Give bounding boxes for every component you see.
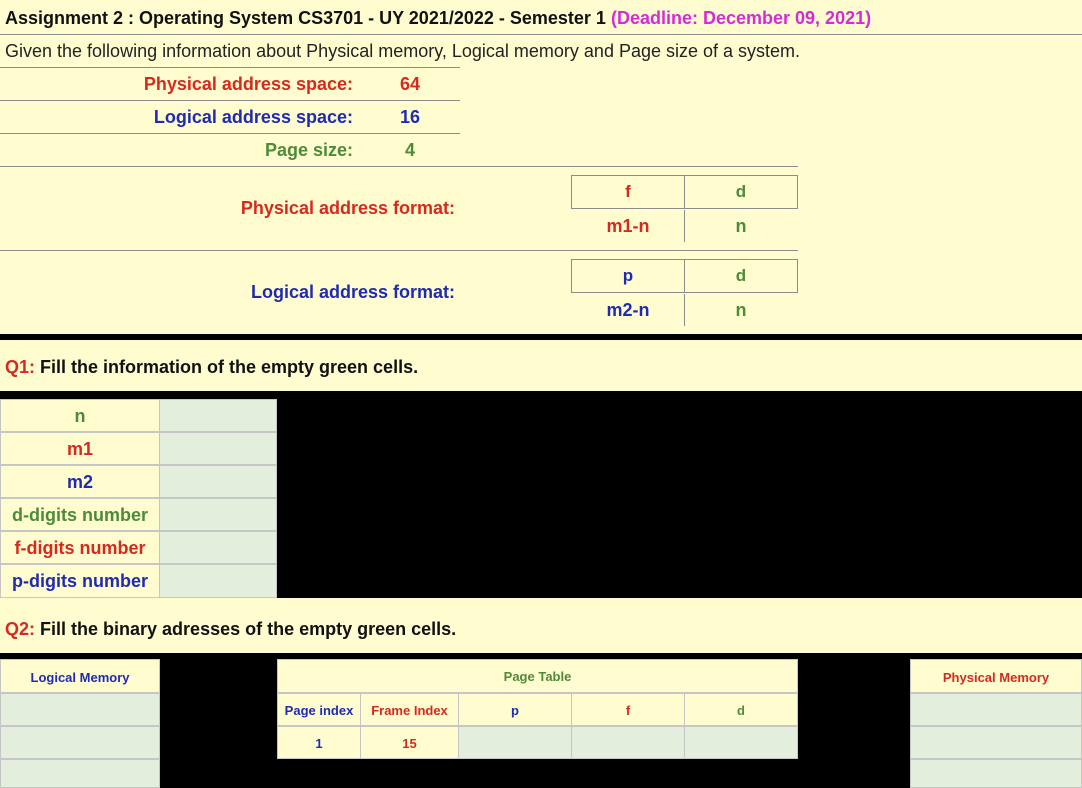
deadline-text: (Deadline: December 09, 2021) — [610, 8, 872, 28]
section-separator — [0, 334, 1082, 340]
divider — [0, 100, 460, 101]
p-input-cell[interactable] — [458, 726, 572, 759]
divider — [0, 133, 460, 134]
q1-input-m1[interactable] — [159, 432, 277, 465]
black-block — [798, 659, 910, 788]
q1-text: Fill the information of the empty green cells. — [40, 357, 419, 377]
physical-format-f-cell: f — [571, 175, 685, 209]
q1-table — [0, 399, 277, 598]
f-input-cell[interactable] — [571, 726, 685, 759]
logical-address-label: Logical address space: — [153, 107, 353, 127]
frame-index-header: Frame Index — [360, 693, 459, 726]
intro-text: Given the following information about Physical memory, Logical memory and Page size of a system. — [5, 41, 801, 61]
q1-label-cell: p-digits number — [0, 564, 160, 598]
physical-format-d-cell: d — [684, 175, 798, 209]
d-input-cell[interactable] — [684, 726, 798, 759]
logical-format-n: n — [735, 300, 747, 320]
logical-format-m2n: m2-n — [606, 300, 650, 320]
title-text: Assignment 2 : Operating System CS3701 - UY 2021/2022 - Semester 1 — [5, 8, 606, 28]
logical-format-p-cell: p — [571, 259, 685, 293]
page-size-label: Page size: — [264, 140, 353, 160]
page-index-header: Page index — [277, 693, 361, 726]
physical-address-label: Physical address space: — [143, 74, 353, 94]
q1-input-f-digits[interactable] — [159, 531, 277, 564]
q1-prefix: Q1: — [5, 357, 36, 377]
physical-address-value: 64 — [399, 74, 421, 94]
q1-label-cell: m1 — [0, 432, 160, 465]
page-size-value: 4 — [404, 140, 415, 160]
logical-memory-cell[interactable] — [0, 693, 160, 726]
assignment-title — [5, 9, 871, 27]
q1-label-cell: f-digits number — [0, 531, 160, 564]
q1-heading — [5, 358, 418, 376]
q1-input-m2[interactable] — [159, 465, 277, 498]
q1-label-cell: n — [0, 399, 160, 432]
logical-format-d-cell: d — [684, 259, 798, 293]
q1-input-d-digits[interactable] — [159, 498, 277, 531]
q1-input-p-digits[interactable] — [159, 564, 277, 598]
logical-memory-cell[interactable] — [0, 759, 160, 788]
physical-format-label: Physical address format: — [240, 198, 455, 218]
page-index-cell: 1 — [277, 726, 361, 759]
f-header: f — [571, 693, 685, 726]
logical-format-label: Logical address format: — [250, 282, 455, 302]
physical-format-m1n: m1-n — [606, 216, 650, 236]
divider — [0, 250, 798, 251]
frame-index-cell: 15 — [360, 726, 459, 759]
d-header: d — [684, 693, 798, 726]
physical-format-n: n — [735, 216, 747, 236]
physical-memory-cell[interactable] — [910, 726, 1082, 759]
q1-input-n[interactable] — [159, 399, 277, 432]
divider — [0, 166, 798, 167]
black-block — [159, 659, 277, 788]
q2-heading — [5, 620, 456, 638]
divider — [0, 67, 460, 68]
physical-memory-cell[interactable] — [910, 693, 1082, 726]
divider — [0, 34, 1082, 35]
logical-memory-cell[interactable] — [0, 726, 160, 759]
physical-memory-cell[interactable] — [910, 759, 1082, 788]
logical-address-value: 16 — [399, 107, 421, 127]
p-header: p — [458, 693, 572, 726]
page-table-header: Page Table — [277, 659, 798, 693]
q1-label-cell: d-digits number — [0, 498, 160, 531]
q2-prefix: Q2: — [5, 619, 36, 639]
black-block — [277, 391, 1082, 598]
q1-label-cell: m2 — [0, 465, 160, 498]
physical-memory-header: Physical Memory — [910, 659, 1082, 693]
black-block — [277, 758, 798, 788]
logical-memory-header: Logical Memory — [0, 659, 160, 693]
q2-text: Fill the binary adresses of the empty green cells. — [40, 619, 457, 639]
